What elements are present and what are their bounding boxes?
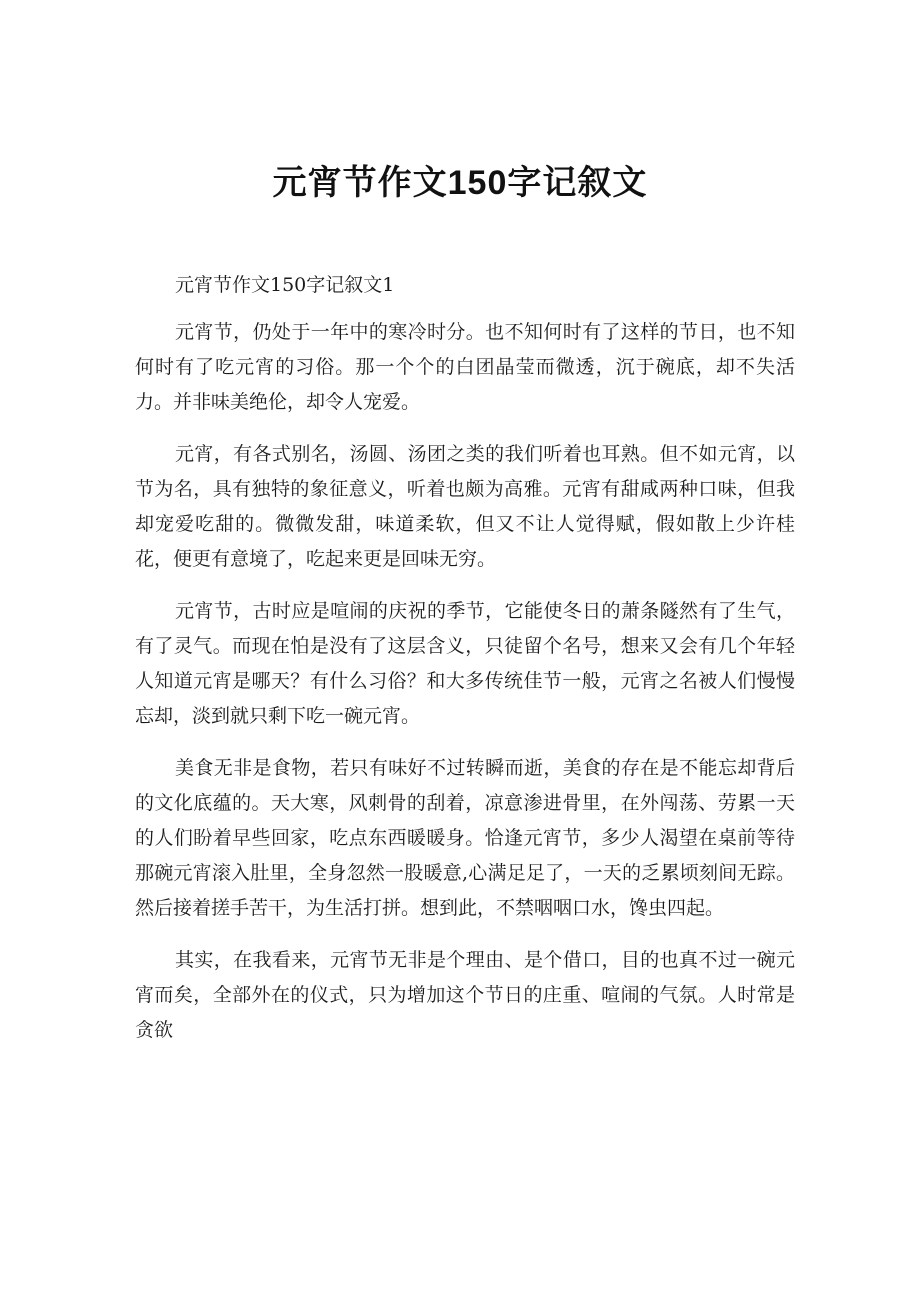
title-text-prefix: 元宵节作文 [272,162,448,203]
section-subheading: 元宵节作文150字记叙文1 [175,274,395,296]
document-body [135,268,795,1065]
paragraph-5: 其实，在我看来，元宵节无非是个理由、是个借口，目的也真不过一碗元宵而矣，全部外在的仪式，只为增加这个节日的庄重、喧闹的气氛。人时常是贪欲 [135,949,795,1041]
paragraph-3: 元宵节，古时应是喧闹的庆祝的季节，它能使冬日的萧条隧然有了生气，有了灵气。而现在怕是没有了这层含义，只徒留个名号，想来又会有几个年轻人知道元宵是哪天？有什么习俗？和大多传统佳节一般，元宵之名被人们慢慢忘却，淡到就只剩下吃一碗元宵。 [135,600,795,727]
title-text-suffix: 字记叙文 [507,162,648,203]
paragraph-4: 美食无非是食物，若只有味好不过转瞬而逝，美食的存在是不能忘却背后的文化底蕴的。天大寒，风刺骨的刮着，凉意渗进骨里，在外闯荡、劳累一天的人们盼着早些回家，吃点东西暖暖身。恰逢元宵节，多少人渴望在桌前等待那碗元宵滚入肚里，全身忽然一股暖意,心满足足了，一天的乏累顷刻间无踪。然后接着搓手苦干，为生活打拼。想到此，不禁咽咽口水，馋虫四起。 [135,757,795,919]
paragraph-2: 元宵，有各式别名，汤圆、汤团之类的我们听着也耳熟。但不如元宵，以节为名，具有独特的象征意义，听着也颇为高雅。元宵有甜咸两种口味，但我却宠爱吃甜的。微微发甜，味道柔软，但又不让人觉得赋，假如散上少许桂花，便更有意境了，吃起来更是回味无穷。 [135,443,795,570]
document-title [0,159,920,207]
title-number: 150 [447,163,508,202]
paragraph-1: 元宵节，仍处于一年中的寒冷时分。也不知何时有了这样的节日，也不知何时有了吃元宵的习俗。那一个个的白团晶莹而微透，沉于碗底，却不失活力。并非味美绝伦，却令人宠爱。 [135,321,795,413]
